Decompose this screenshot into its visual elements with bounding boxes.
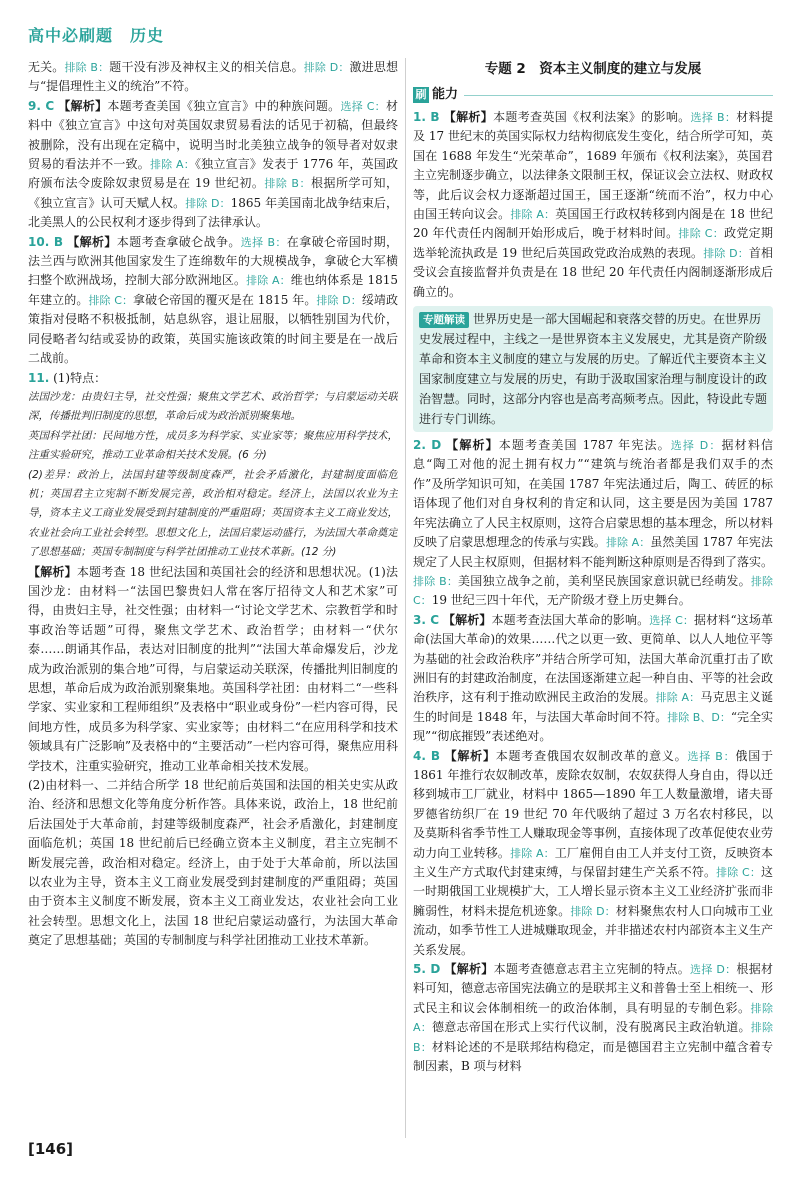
exclude-tag: 排除 A：: [510, 208, 556, 222]
text: 俄国于 1861 年推行农奴制改革，废除农奴制，农奴获得人身自由，得以迁移到城市工厂就业，材料中 1865—1890 年工人数量激增，诸夫哥罗德省纺织厂在 19 世纪 70 年代吸纳了超过 3 万名农村移民，以及莫斯科省季节性工人赚取现金等事例，直接体现了改革促使农业劳动力向工业转移。: [413, 748, 773, 860]
question-2: [413, 436, 773, 611]
continued-answer: [28, 58, 398, 97]
exclude-tag: 排除 B：: [64, 61, 110, 74]
question-number: 3. C: [413, 612, 440, 627]
exclude-tag: 排除 D：: [303, 61, 350, 74]
question-5: [413, 960, 773, 1076]
text: 英国国王行政权转移到内阁是在 18 世纪 20 年代责任内阁制开始形成后，晚于材料时间。: [413, 207, 773, 241]
ability-badge: [413, 84, 773, 106]
select-tag: 选择 D：: [690, 963, 737, 977]
text: 在拿破仑帝国时期，法兰西与欧洲其他国家发生了连绵数年的大规模战争，拿破仑大军横扫整个欧洲战场，控制大部分欧洲地区。: [28, 234, 398, 288]
text: 美国独立战争之前，美利坚民族国家意识就已经萌发。: [458, 573, 751, 588]
select-tag: 选择 C：: [649, 613, 695, 627]
topic-insight-box: [413, 306, 773, 432]
question-3: [413, 611, 773, 747]
text: 这一时期俄国工业规模扩大，工人增长显示资本主义工业经济扩张而非臃弱性，材料未提危机迹象。: [413, 865, 773, 918]
exclude-tag: 排除 C：: [88, 293, 134, 307]
badge-rule: [464, 95, 773, 96]
question-number: 10. B: [28, 234, 63, 249]
question-number: 1. B: [413, 110, 440, 124]
text: 本题考查美国 1787 年宪法。: [498, 438, 671, 453]
text: 材料聚焦农村人口向城市工业流动，如季节性工人进城赚取现金，并非描述农村内部资本主义生产关系发展。: [413, 903, 773, 957]
question-number: 4. B: [413, 748, 441, 763]
text: 首相受议会直接监督并负责是在 18 世纪 20 年代责任内阁制逐渐形成后确立的。: [413, 245, 773, 299]
text: 马克思主义诞生的时间是 1848 年，与法国大革命时间不符。: [413, 690, 773, 724]
select-tag: 选择 B：: [687, 749, 736, 763]
text: 1865 年美国南北战争结束后，北美黑人的公民权利才逐步得到了法律承认。: [28, 195, 398, 230]
analysis-tag: 【解析】: [444, 962, 494, 977]
text: 政党定期选举轮流执政是 19 世纪后英国政党政治成熟的表现。: [413, 226, 773, 260]
analysis-tag: 【解析】: [442, 612, 492, 627]
text: 根据所学可知，《独立宣言》认可天赋人权。: [28, 176, 398, 210]
q11-answer-2: 英国科学社团：民间地方性，成员多为科学家、实业家等；聚焦应用科学技术，注重实验研究，推动工业革命相关技术发展。(6 分): [28, 429, 398, 462]
section-title: 专题 2 资本主义制度的建立与发展: [484, 61, 702, 77]
text: 本题考查俄国农奴制改革的意义。: [495, 748, 688, 763]
q11-explanation-1: [28, 563, 398, 776]
exclude-tag: 排除 A：: [413, 1001, 773, 1035]
badge-label: 能力: [432, 87, 459, 103]
page-number: [146]: [28, 1140, 74, 1158]
exclude-tag: 排除 D：: [570, 904, 616, 918]
right-column: [413, 58, 773, 1148]
question-number: 9. C: [28, 98, 55, 113]
exclude-tag: 排除 D：: [703, 246, 749, 260]
exclude-tag: 排除 D：: [185, 196, 231, 210]
brush-icon: 刷: [413, 87, 429, 103]
q11-head: [28, 369, 398, 388]
q11-explanation-2: (2)由材料一、二并结合所学 18 世纪前后英国和法国的相关史实从政治、经济和思想文化等角度分析作答。具体来说，政治上，18 世纪前后法国处于大革命前，封建等级制度森严，社会矛盾激化，封建制度面临危机；英国 18 世纪前后已经确立资本主义制度，君主立宪制不断发展完善，政治相对稳定。经济上，由于处于大革命前，所以法国以农业为主导，资本主义工商业发展受到封建制度的严重阻碍；英国由于资本主义制度不断发展，资本主义工商业发达，农业社会向工业社会转型。思想文化上，法国 18 世纪启蒙运动盛行，为法国大革命奠定了思想基础；英国的专制制度与科学社团推动工业技术革新。: [28, 778, 398, 948]
text: 据材料“这场革命(法国大革命)的效果……代之以更一致、更简单、以人人地位平等为基础的社会政治秩序”并结合所学可知，法国大革命沉重打击了欧洲旧有的封建政治制度，在法国逐渐建立起一种自由、平等的社会政治秩序，这有利于推动欧洲民主政治的发展。: [413, 612, 773, 705]
exclude-tag: 排除 C：: [716, 866, 761, 879]
text: 本题考查德意志君主立宪制的特点。: [493, 962, 691, 977]
text: 激进思想与“提倡理性主义的统治”不符。: [28, 60, 398, 94]
exclude-tag: 排除 A：: [149, 158, 195, 172]
q11-answer-1: 法国沙龙：由贵妇主导，社交性强；聚焦文学艺术、政治哲学；与启蒙运动关联深，传播批判旧制度的思想，革命后成为政治派别聚集地。: [28, 390, 398, 423]
exclude-tag: 排除 B：: [413, 1021, 773, 1054]
text: 19 世纪三四十年代，无产阶级才登上历史舞台。: [431, 593, 691, 608]
text: 本题考查美国《独立宣言》中的种族问题。: [107, 98, 341, 113]
text: 材料论述的不是联邦结构稳定，而是德国君主立宪制中蕴含着专制因素，B 项与材料: [413, 1039, 773, 1074]
select-tag: 选择 B：: [240, 235, 287, 249]
exclude-tag: 排除 C：: [413, 574, 773, 608]
select-tag: 选择 D：: [670, 439, 722, 453]
column-divider: [405, 58, 406, 1138]
select-tag: 选择 C：: [340, 99, 386, 113]
insight-text: 世界历史是一部大国崛起和衰落交替的历史。在世界历史发展过程中，主线之一是世界资本主义发展史，尤其是资产阶级革命和资本主义制度的建立与发展的历史。了解近代主要资本主义国家制度建立与发展的历史，有助于汲取国家治理与制度设计的政治智慧。同时，这部分内容也是高考高频考点。因此，特设此专题进行专门训练。: [419, 312, 768, 427]
text: 材料中《独立宣言》中这句对英国奴隶贸易看法的话见于初稿，但最终被删除，没有出现在定稿中，说明当时北美独立战争的领导者对奴隶贸易的看法并不一致。: [28, 98, 398, 172]
text: 本题考查英国《权利法案》的影响。: [493, 110, 691, 124]
book-title: 高中必刷题 历史: [28, 26, 165, 45]
text: 题干没有涉及神权主义的相关信息。: [109, 60, 304, 74]
question-4: [413, 747, 773, 960]
analysis-tag: 【解析】: [444, 748, 496, 763]
question-number: 2. D: [413, 438, 442, 453]
exclude-tag: 排除 A：: [605, 536, 651, 550]
text: 拿破仑帝国的覆灭是在 1815 年。: [133, 292, 317, 307]
question-10: [28, 233, 398, 369]
exclude-tag: 排除 B：: [413, 574, 459, 588]
exclude-tag: 排除 B、D：: [667, 710, 731, 724]
analysis-tag: 【解析】: [443, 110, 494, 124]
exclude-tag: 排除 C：: [678, 227, 725, 241]
exclude-tag: 排除 B：: [264, 177, 311, 191]
analysis-tag: 【解析】: [446, 438, 499, 453]
text: 根据材料可知，德意志帝国宪法确立的是联邦主义和普鲁士至上相统一、形式民主和议会体制相统一的政治体制，具有明显的专制色彩。: [413, 962, 773, 1015]
text: 无关。: [28, 60, 65, 74]
text: 德意志帝国在形式上实行代议制，没有脱离民主政治轨道。: [432, 1020, 751, 1035]
question-1: [413, 108, 773, 302]
text: 材料提及 17 世纪末的英国实际权力结构彻底发生变化，结合所学可知，英国在 1688 年发生“光荣革命”，1689 年颁布《权利法案》，英国君主立宪制逐步确立，以法律条文限制王权，保证议会立法权、财政权等，此后议会权力逐渐超过国王，国王逐渐“统而不治”，权力中心由国王转向议会。: [413, 110, 773, 222]
q11-answer-3: (2)差异：政治上，法国封建等级制度森严，社会矛盾激化，封建制度面临危机；英国君主立宪制不断发展完善，政治相对稳定。经济上，法国以农业为主导，资本主义工商业发展受到封建制度的严重阻碍；英国资本主义工商业发达，农业社会向工业社会转型。思想文化上，法国启蒙运动盛行，为法国大革命奠定了思想基础；英国专制制度与科学社团推动工业技术革新。(12 分): [28, 468, 398, 559]
analysis-tag: 【解析】: [67, 234, 117, 249]
left-column: [28, 58, 398, 1148]
text: “完全实现”“彻底摧毁”表述绝对。: [413, 709, 773, 744]
text: 虽然美国 1787 年宪法规定了人民主权原则，但据材料不能判断这种原则是否得到了落实。: [413, 535, 773, 569]
text: (1)特点：: [53, 370, 107, 385]
exclude-tag: 排除 A：: [655, 691, 701, 705]
text: 本题考查法国大革命的影响。: [491, 612, 650, 627]
question-number: 5. D: [413, 962, 441, 977]
exclude-tag: 排除 A：: [510, 846, 555, 860]
text: 绥靖政策指对侵略不积极抵制，姑息纵容，退让屈服，以牺牲别国为代价，同侵略者勾结或妥协的政策，英国实施该政策的时间主要是在一战后二战前。: [28, 292, 398, 366]
question-9: [28, 97, 398, 233]
text: 工厂雇佣自由工人并支付工资，反映资本主义生产方式取代封建束缚，与保留封建生产关系不符。: [413, 845, 773, 879]
select-tag: 选择 B：: [690, 111, 737, 124]
text: 据材料信息“陶工对他的泥土拥有权力”“建筑与统治者都是我们双手的杰作”及所学知识可知，在美国 1787 年宪法通过后，陶工、砖匠的标语体现了他们对自身权利的肯定和认同，这主要是因为美国 1787 年宪法确立了人民主权原则，这符合启蒙思想的基本理念，所以材料反映了启蒙思想理念的传承与实践。: [413, 438, 773, 550]
text: 本题考查 18 世纪法国和英国社会的经济和思想状况。(1)法国沙龙：由材料一“法国巴黎贵妇人常在客厅招待文人和艺术家”可得，由贵妇主导，社交性强；由材料一“讨论文学艺术、宗教哲学和时事政治等话题”可得，聚焦文学艺术、政治哲学；由材料一“伏尔泰……朗诵其作品，表达对旧制度的批判”“法国大革命爆发后，沙龙成为政治派别的集合地”可得，与启蒙运动关联深，传播批判旧制度的思想，革命后成为政治派别聚集地。英国科学社团：由材料二“一些科学家、实业家和工程师组织”及表格中“职业或身份”一栏内容可得，民间地方性，成员多为科学家、实业家等；由材料二“在应用科学和技术领域具有广泛影响”及表格中的“主要活动”一栏内容可得，聚焦应用科学技术，注重实验研究，推动工业革命相关技术发展。: [28, 564, 398, 773]
question-number: 11.: [28, 370, 50, 385]
text: 《独立宣言》发表于 1776 年，英国政府颁布法令废除奴隶贸易是在 19 世纪初。: [28, 157, 398, 191]
exclude-tag: 排除 D：: [316, 293, 362, 307]
exclude-tag: 排除 A：: [246, 274, 291, 288]
analysis-tag: 【解析】: [58, 98, 108, 113]
insight-tag: 专题解读: [419, 312, 469, 328]
analysis-tag: 【解析】: [28, 564, 77, 579]
text: 本题考查拿破仑战争。: [116, 234, 241, 249]
text: 维也纳体系是 1815 年建立的。: [28, 273, 398, 307]
question-11: [28, 369, 398, 951]
